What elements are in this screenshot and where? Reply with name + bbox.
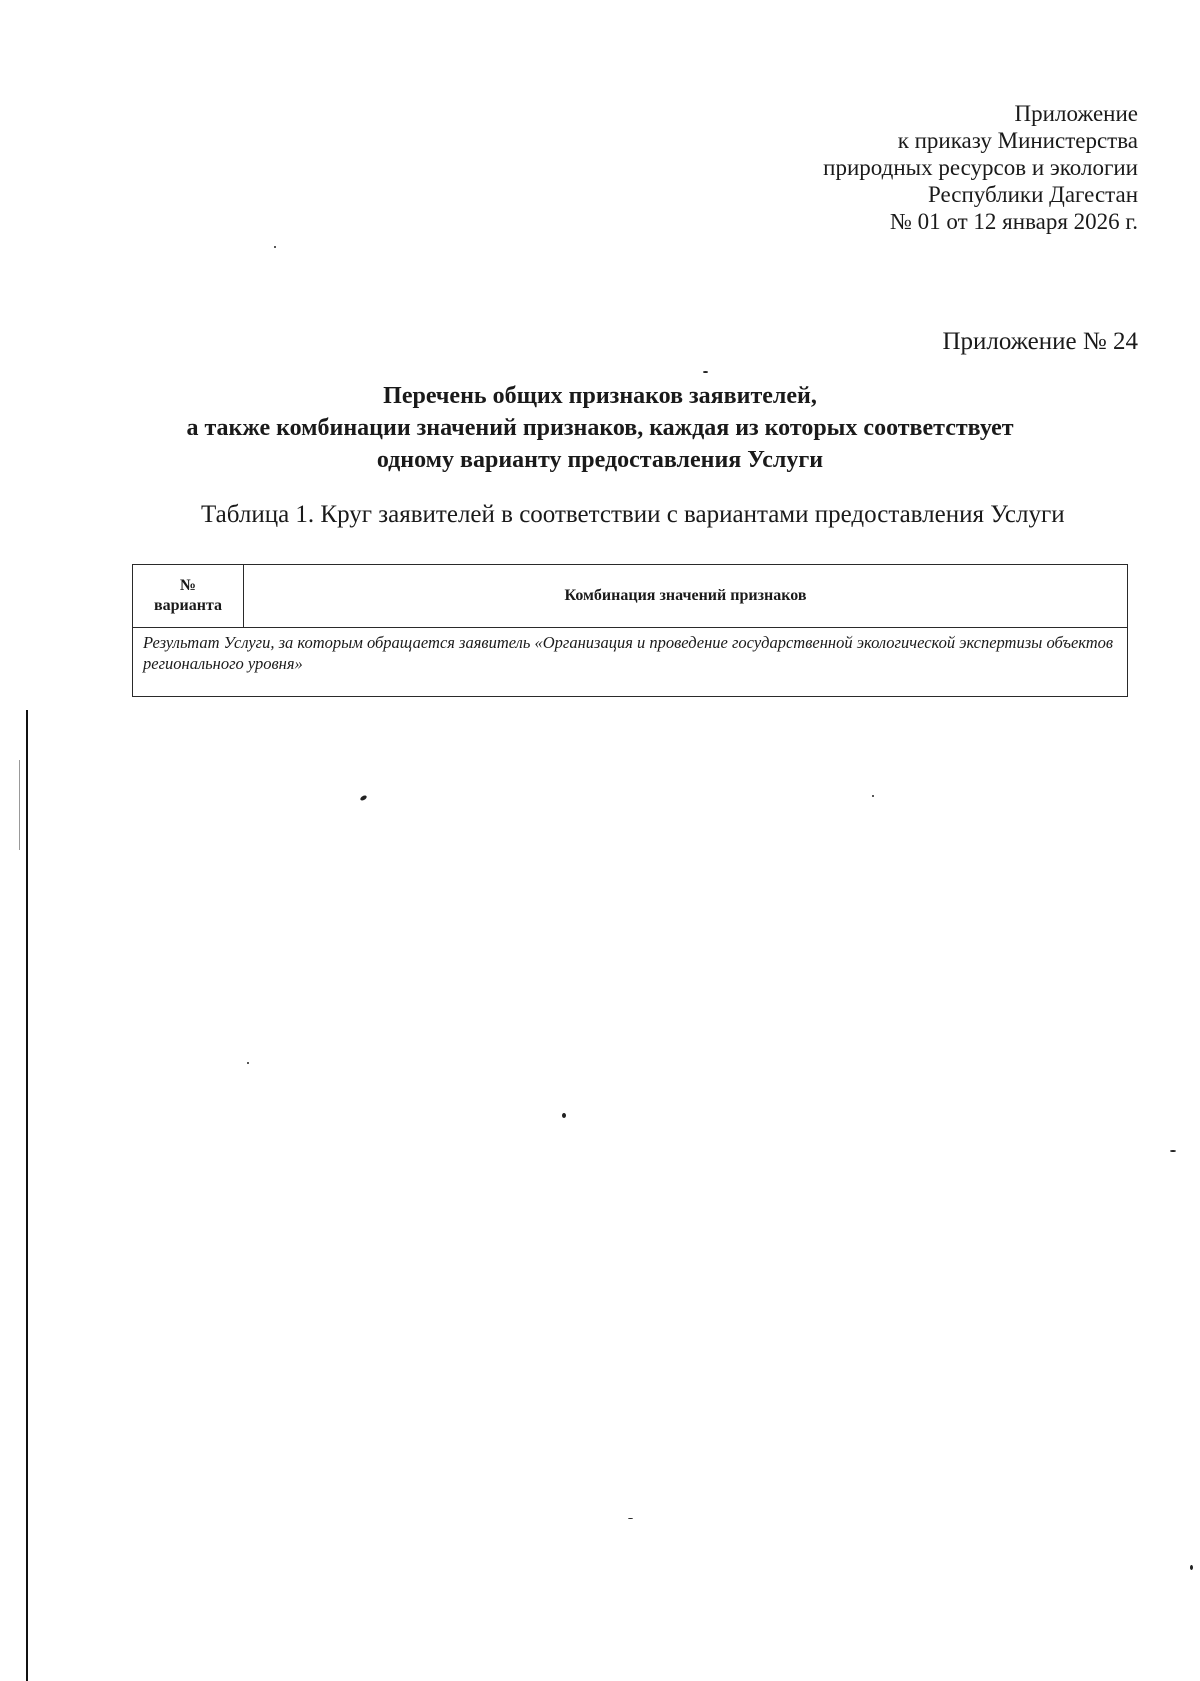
scan-speck	[1190, 1565, 1193, 1570]
applicants-table	[132, 564, 1128, 697]
header-line-order: к приказу Министерства	[897, 128, 1138, 153]
header-combination: Комбинация значений признаков	[244, 565, 1128, 628]
title-line-1: Перечень общих признаков заявителей,	[383, 383, 817, 409]
scan-speck	[872, 795, 874, 797]
header-variant-number	[133, 565, 244, 628]
table-caption: Таблица 1. Круг заявителей в соответствии с вариантами предоставления Услуги	[201, 501, 1065, 528]
table-header-row	[133, 565, 1128, 628]
result-row-cell: Результат Услуги, за которым обращается заявитель «Организация и проведение государственной экологической экспертизы объектов регионального уровня»	[133, 628, 1128, 697]
title-line-2: а также комбинации значений признаков, каждая из которых соответствует	[186, 415, 1014, 441]
annex-number: Приложение № 24	[942, 328, 1138, 355]
scan-margin-line-faint	[19, 760, 20, 850]
header-line-number-date: № 01 от 12 января 2026 г.	[889, 209, 1138, 234]
header-line-ministry: природных ресурсов и экологии	[823, 155, 1138, 180]
scan-speck	[562, 1113, 566, 1118]
header-num-label: варианта	[153, 597, 223, 614]
scan-margin-line	[26, 710, 28, 1681]
header-line-annex: Приложение	[1014, 101, 1138, 126]
approval-header	[578, 100, 1138, 235]
title-line-3: одному варианту предоставления Услуги	[376, 447, 824, 473]
header-line-republic: Республики Дагестан	[928, 182, 1138, 207]
scan-speck	[703, 371, 708, 373]
scan-speck	[628, 1518, 633, 1519]
table-row	[133, 628, 1128, 697]
scan-speck	[247, 1062, 249, 1064]
document-title	[120, 380, 1080, 476]
header-num-sign: №	[179, 577, 197, 594]
scan-speck	[1170, 1150, 1176, 1152]
scan-speck	[274, 246, 276, 248]
scan-speck	[359, 795, 367, 802]
